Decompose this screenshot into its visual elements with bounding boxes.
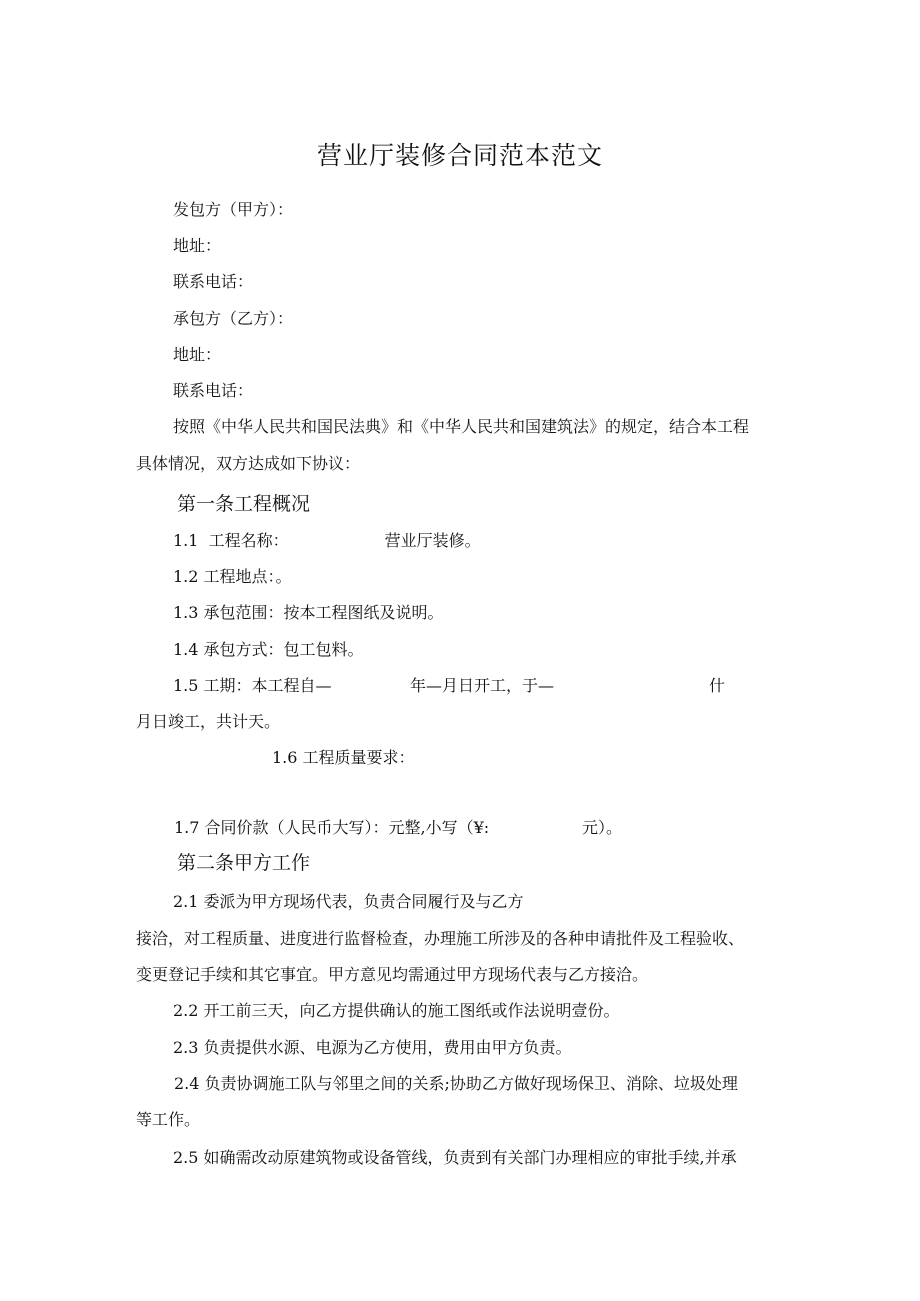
employer-phone: 联系电话： [173, 272, 254, 291]
preamble-line1: 按照《中华人民共和国民法典》和《中华人民共和国建筑法》的规定，结合本工程 [173, 417, 750, 436]
article2-heading: 第二条甲方工作 [177, 852, 311, 874]
clause-2-4-line1: 2.4 负责协调施工队与邻里之间的关系;协助乙方做好现场保卫、消除、垃圾处理 [174, 1074, 738, 1093]
clause-1-1-num: 1.1 [173, 531, 199, 550]
clause-2-1-line1: 2.1 委派为甲方现场代表，负责合同履行及与乙方 [173, 892, 524, 911]
clause-1-5-part1: 1.5 工期：本工程自— [173, 676, 332, 695]
clause-2-1-line3: 变更登记手续和其它事宜。甲方意见均需通过甲方现场代表与乙方接洽。 [136, 965, 649, 984]
clause-1-1-label: 工程名称： [208, 531, 289, 550]
contractor-label: 承包方（乙方）： [173, 309, 294, 328]
clause-1-1 [173, 531, 481, 551]
clause-1-5-part3: 什 [709, 676, 726, 695]
clause-1-4: 1.4 承包方式：包工包料。 [173, 640, 364, 659]
clause-1-6: 1.6 工程质量要求： [272, 748, 415, 767]
document-title: 营业厅装修合同范本范文 [316, 141, 603, 170]
clause-1-7-part1: 1.7 合同价款（人民币大写）：元整,小写（¥: [174, 818, 490, 837]
employer-address: 地址： [173, 236, 222, 255]
clause-1-5-part2: 年—月日开工，于— [410, 676, 555, 695]
clause-2-4-line2: 等工作。 [136, 1110, 201, 1129]
clause-2-2: 2.2 开工前三天，向乙方提供确认的施工图纸或作法说明壹份。 [173, 1001, 620, 1020]
clause-2-5: 2.5 如确需改动原建筑物或设备管线，负责到有关部门办理相应的审批手续,并承 [173, 1148, 737, 1167]
article1-heading: 第一条工程概况 [177, 493, 311, 515]
clause-1-5-line2: 月日竣工，共计天。 [136, 712, 281, 731]
clause-1-1-value: 营业厅装修。 [384, 531, 481, 550]
contractor-address: 地址： [173, 345, 222, 364]
clause-1-2: 1.2 工程地点：。 [173, 567, 292, 586]
contractor-phone: 联系电话： [173, 381, 254, 400]
employer-label: 发包方（甲方）： [173, 200, 294, 219]
clause-2-1-line2: 接洽，对工程质量、进度进行监督检查，办理施工所涉及的各种申请批件及工程验收、 [136, 929, 745, 948]
preamble-line2: 具体情况，双方达成如下协议： [136, 454, 361, 473]
clause-1-7-part2: 元）。 [582, 818, 623, 837]
clause-1-3: 1.3 承包范围：按本工程图纸及说明。 [173, 603, 444, 622]
clause-2-3: 2.3 负责提供水源、电源为乙方使用，费用由甲方负责。 [173, 1038, 572, 1057]
